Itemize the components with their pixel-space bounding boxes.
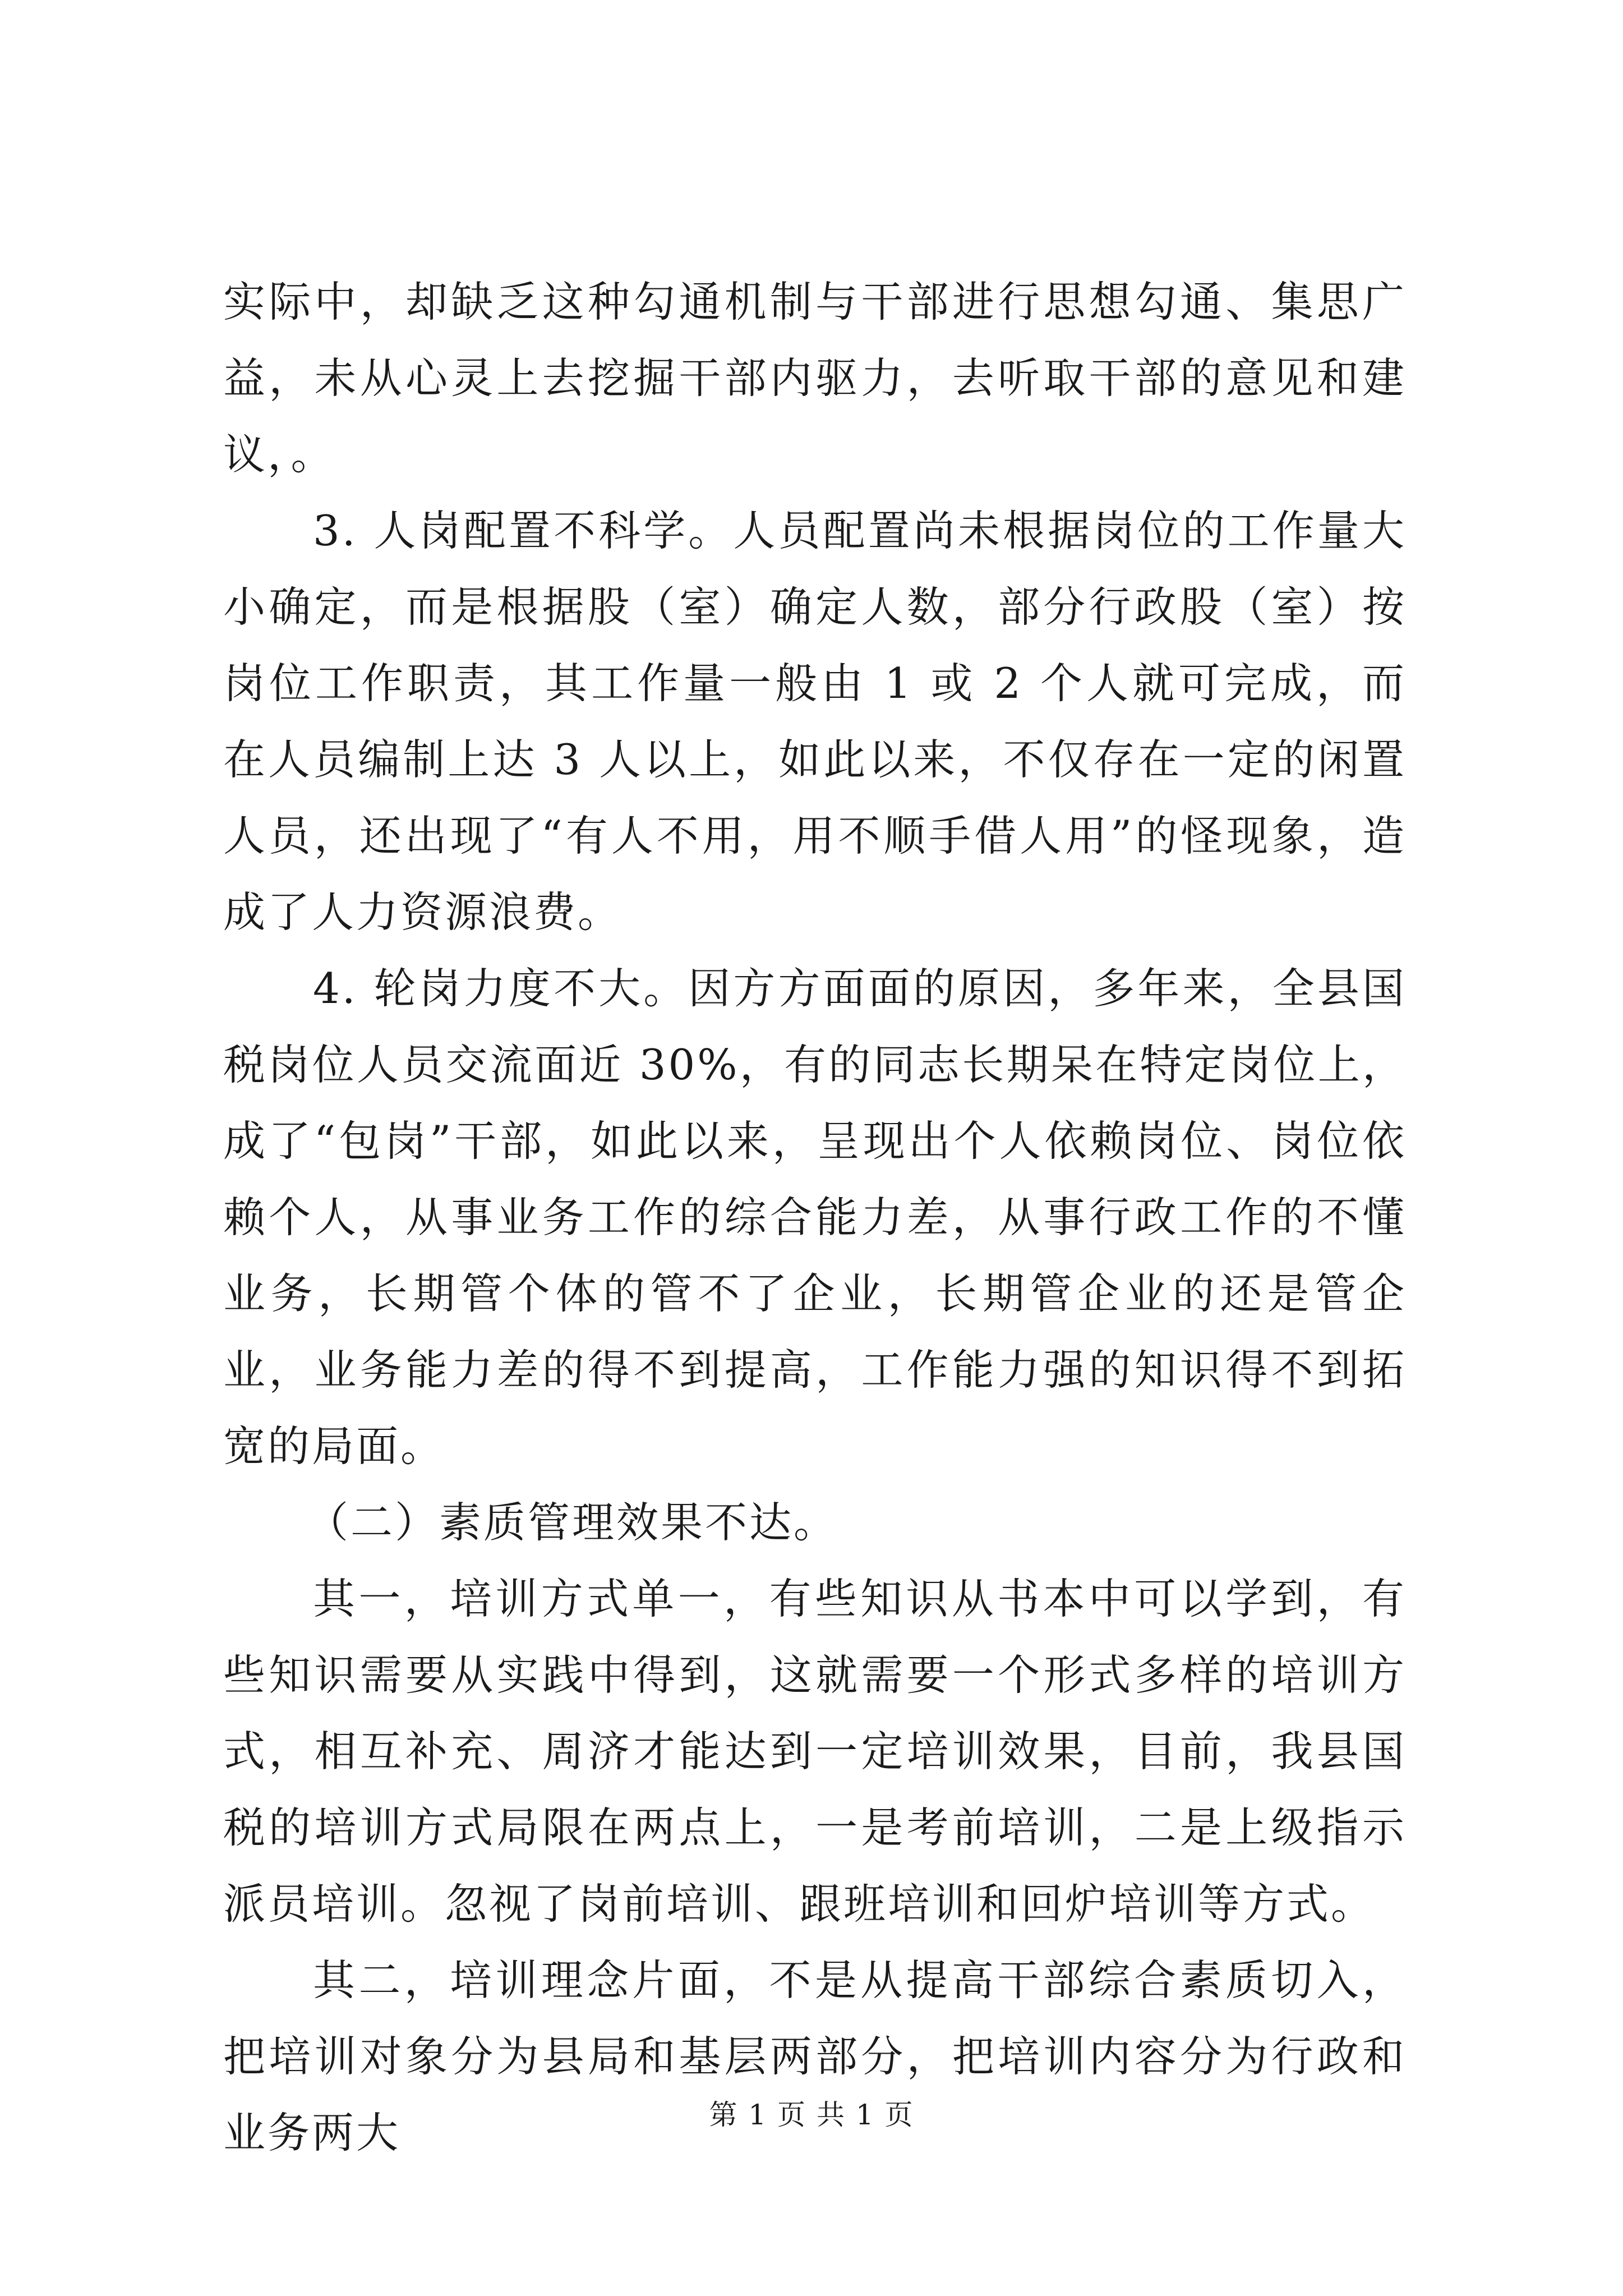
page-footer: 第 1 页 共 1 页: [709, 2099, 914, 2131]
paragraph-continued: 实际中，却缺乏这种勾通机制与干部进行思想勾通、集思广益，未从心灵上去挖掘干部内驱力，去听取干部的意见和建议，。: [223, 277, 1407, 479]
paragraph-item-4: 4. 轮岗力度不大。因方方面面的原因，多年来，全县国税岗位人员交流面近 30%，有的同志长期呆在特定岗位上，成了“包岗”干部，如此以来，呈现出个人依赖岗位、岗位依赖个人，从事业务工作的综合能力差，从事行政工作的不懂业务，长期管个体的管不了企业，长期管企业的还是管企业，业务能力差的得不到提高，工作能力强的知识得不到拓宽的局面。: [223, 964, 1407, 1471]
paragraph-second: 其二，培训理念片面，不是从提高干部综合素质切入，把培训对象分为县局和基层两部分，把培训内容分为行政和业务两大: [223, 1955, 1407, 2157]
paragraph-item-3: 3. 人岗配置不科学。人员配置尚未根据岗位的工作量大小确定，而是根据股（室）确定人数，部分行政股（室）按岗位工作职责，其工作量一般由 1 或 2 个人就可完成，而在人员编制上达 3 人以上，如此以来，不仅存在一定的闲置人员，还出现了“有人不用，用不顺手借人用”的怪现象，造成了人力资源浪费。: [223, 506, 1407, 937]
section-heading-2: （二）素质管理效果不达。: [306, 1498, 838, 1547]
document-body: [223, 264, 1407, 2171]
paragraph-first: 其一，培训方式单一，有些知识从书本中可以学到，有些知识需要从实践中得到，这就需要一个形式多样的培训方式，相互补充、周济才能达到一定培训效果，目前，我县国税的培训方式局限在两点上，一是考前培训，二是上级指示派员培训。忽视了岗前培训、跟班培训和回炉培训等方式。: [223, 1574, 1407, 1929]
